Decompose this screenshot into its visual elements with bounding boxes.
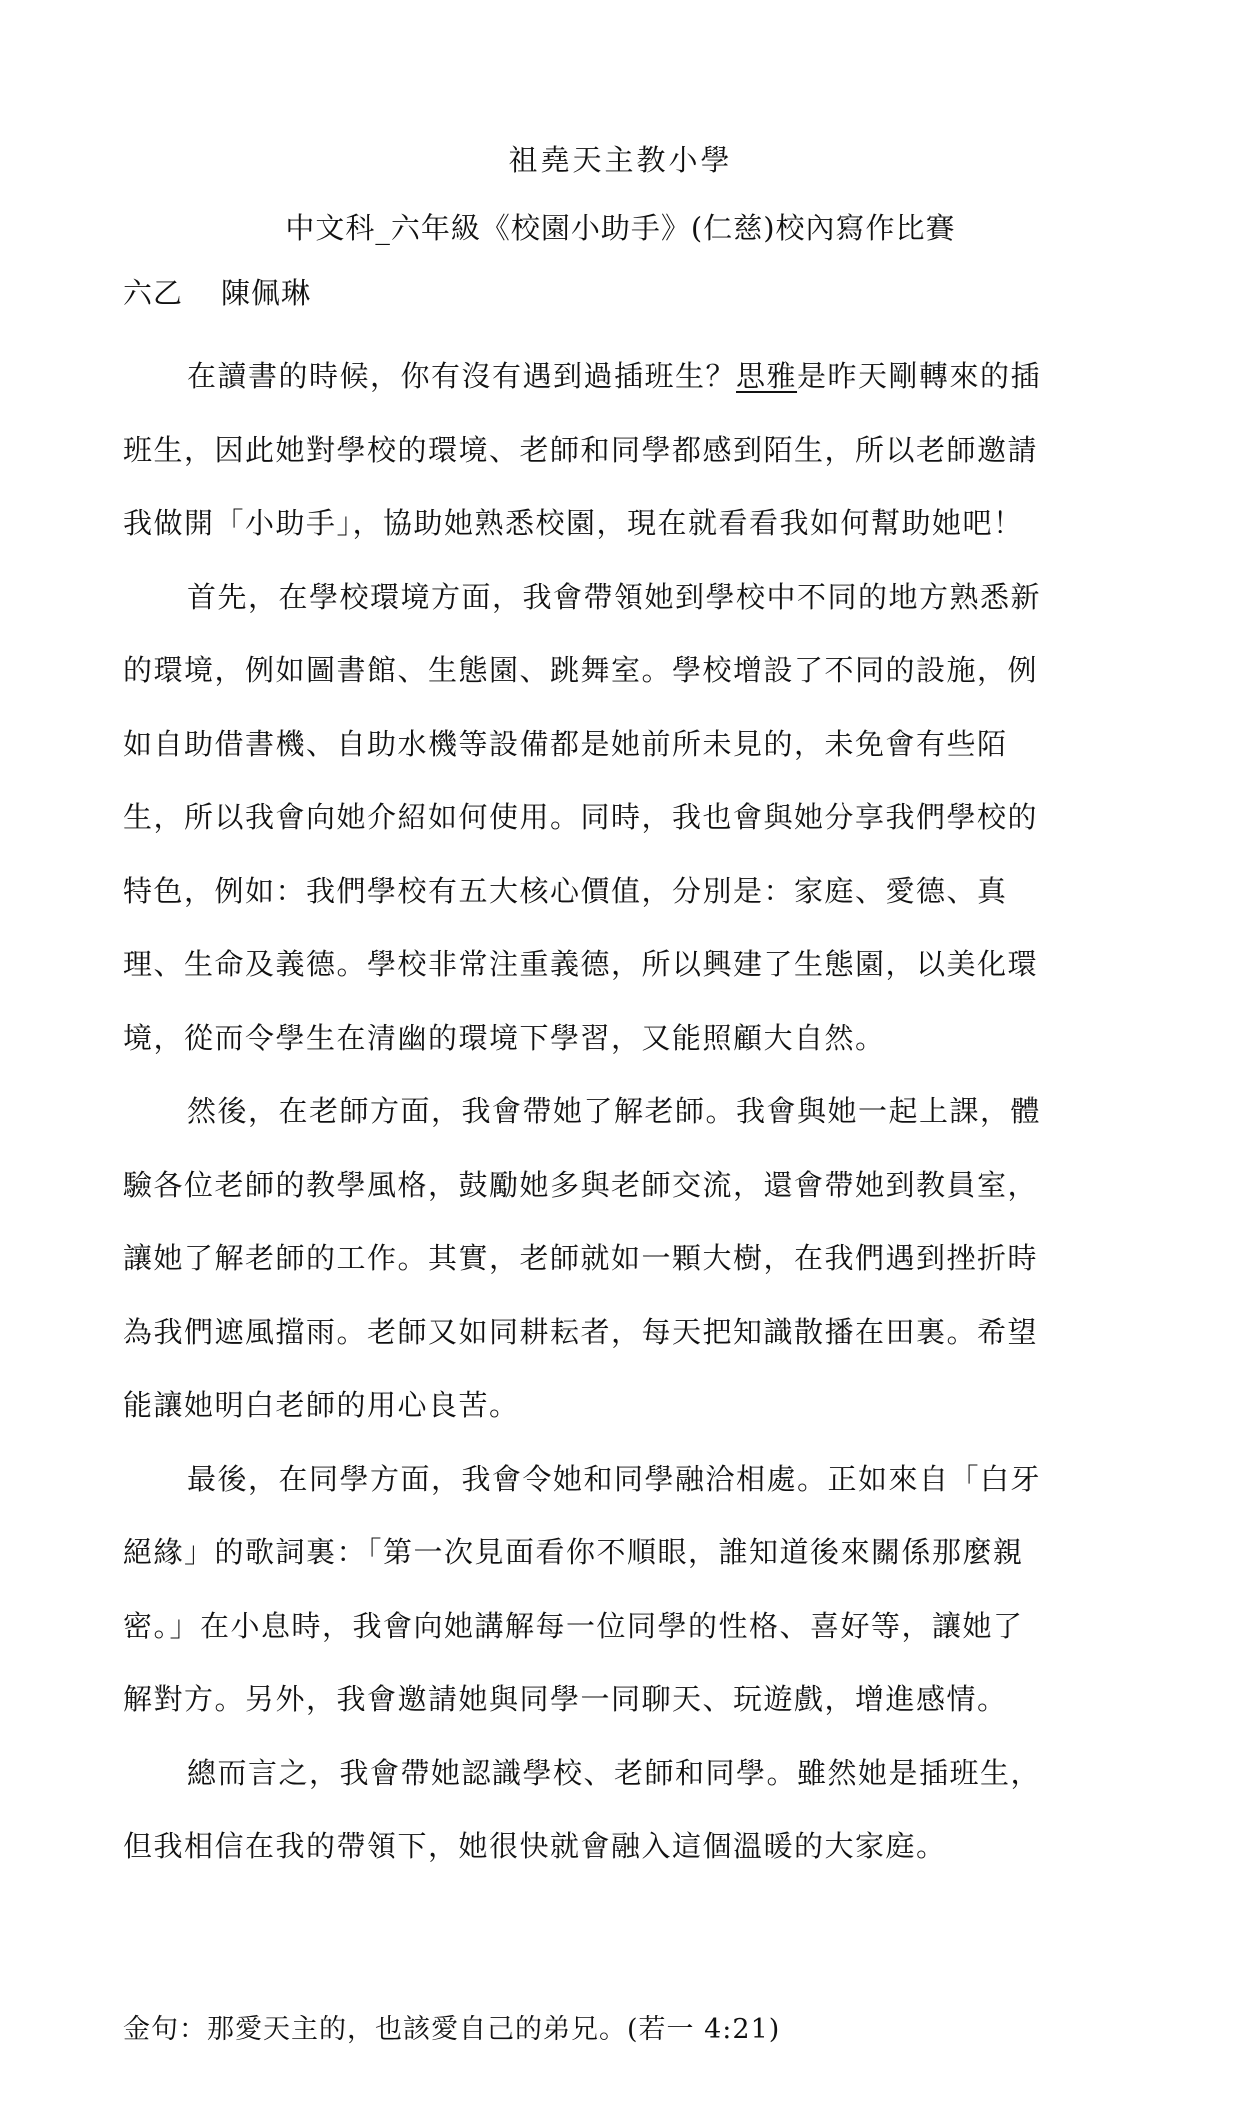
paragraph-line: 為我們遮風擋雨。老師又如同耕耘者，每天把知識散播在田裏。希望 bbox=[123, 1314, 1039, 1349]
paragraph-line: 我做開「小助手」，協助她熟悉校園，現在就看看我如何幫助她吧！ bbox=[123, 506, 1024, 540]
paragraph-line: 生，所以我會向她介紹如何使用。同時，我也會與她分享我們學校的 bbox=[123, 800, 1039, 834]
paragraph-line: 特色，例如：我們學校有五大核心價值，分別是：家庭、愛德、真 bbox=[123, 873, 1008, 908]
competition-title: 中文科_六年級《校園小助手》(仁慈)校內寫作比賽 bbox=[285, 211, 956, 245]
author-line bbox=[123, 271, 311, 312]
paragraph-line: 最後，在同學方面，我會令她和同學融洽相處。正如來自「白牙 bbox=[187, 1461, 1042, 1496]
paragraph-1 bbox=[123, 340, 1123, 561]
paragraph-line: 總而言之，我會帶她認識學校、老師和同學。雖然她是插班生， bbox=[187, 1755, 1042, 1790]
paragraph-3 bbox=[123, 1075, 1123, 1443]
paragraph-line: 班生，因此她對學校的環境、老師和同學都感到陌生，所以老師邀請 bbox=[123, 432, 1039, 467]
paragraph-4 bbox=[123, 1443, 1123, 1737]
school-name: 祖堯天主教小學 bbox=[508, 143, 733, 177]
author-class: 六乙 bbox=[123, 276, 184, 310]
paragraph-line: 首先，在學校環境方面，我會帶領她到學校中不同的地方熟悉新 bbox=[187, 579, 1042, 614]
paragraph-line: 密。」在小息時，我會向她講解每一位同學的性格、喜好等，讓她了 bbox=[123, 1608, 1024, 1643]
author-name: 陳佩琳 bbox=[221, 276, 312, 310]
paragraph-2 bbox=[123, 561, 1123, 1076]
paragraph-line: 的環境，例如圖書館、生態園、跳舞室。學校增設了不同的設施，例 bbox=[123, 653, 1039, 687]
paragraph-line: 境，從而令學生在清幽的環境下學習，又能照顧大自然。 bbox=[123, 1020, 886, 1055]
underlined-name: 思雅 bbox=[736, 359, 798, 393]
paragraph-line: 然後，在老師方面，我會帶她了解老師。我會與她一起上課，體 bbox=[187, 1094, 1042, 1128]
paragraph-line: 絕緣」的歌詞裏：「第一次見面看你不順眼，誰知道後來關係那麼親 bbox=[123, 1535, 1024, 1569]
essay-body bbox=[123, 340, 1123, 1884]
paragraph-line: 解對方。另外，我會邀請她與同學一同聊天、玩遊戲，增進感情。 bbox=[123, 1682, 1008, 1716]
paragraph-line: 讓她了解老師的工作。其實，老師就如一顆大樹，在我們遇到挫折時 bbox=[123, 1241, 1039, 1275]
paragraph-line: 驗各位老師的教學風格，鼓勵她多與老師交流，還會帶她到教員室， bbox=[123, 1167, 1039, 1202]
paragraph-5 bbox=[123, 1737, 1123, 1884]
paragraph-line: 如自助借書機、自助水機等設備都是她前所未見的，未免會有些陌 bbox=[123, 726, 1008, 761]
bible-verse: 金句：那愛天主的，也該愛自己的弟兄。(若一 4:21) bbox=[123, 2014, 781, 2045]
paragraph-line: 理、生命及義德。學校非常注重義德，所以興建了生態園，以美化環 bbox=[123, 947, 1039, 981]
paragraph-line: 能讓她明白老師的用心良苦。 bbox=[123, 1388, 520, 1422]
paragraph-line: 但我相信在我的帶領下，她很快就會融入這個溫暖的大家庭。 bbox=[123, 1829, 947, 1863]
paragraph-line: 在讀書的時候，你有沒有遇到過插班生？思雅是昨天剛轉來的插 bbox=[187, 359, 1042, 393]
